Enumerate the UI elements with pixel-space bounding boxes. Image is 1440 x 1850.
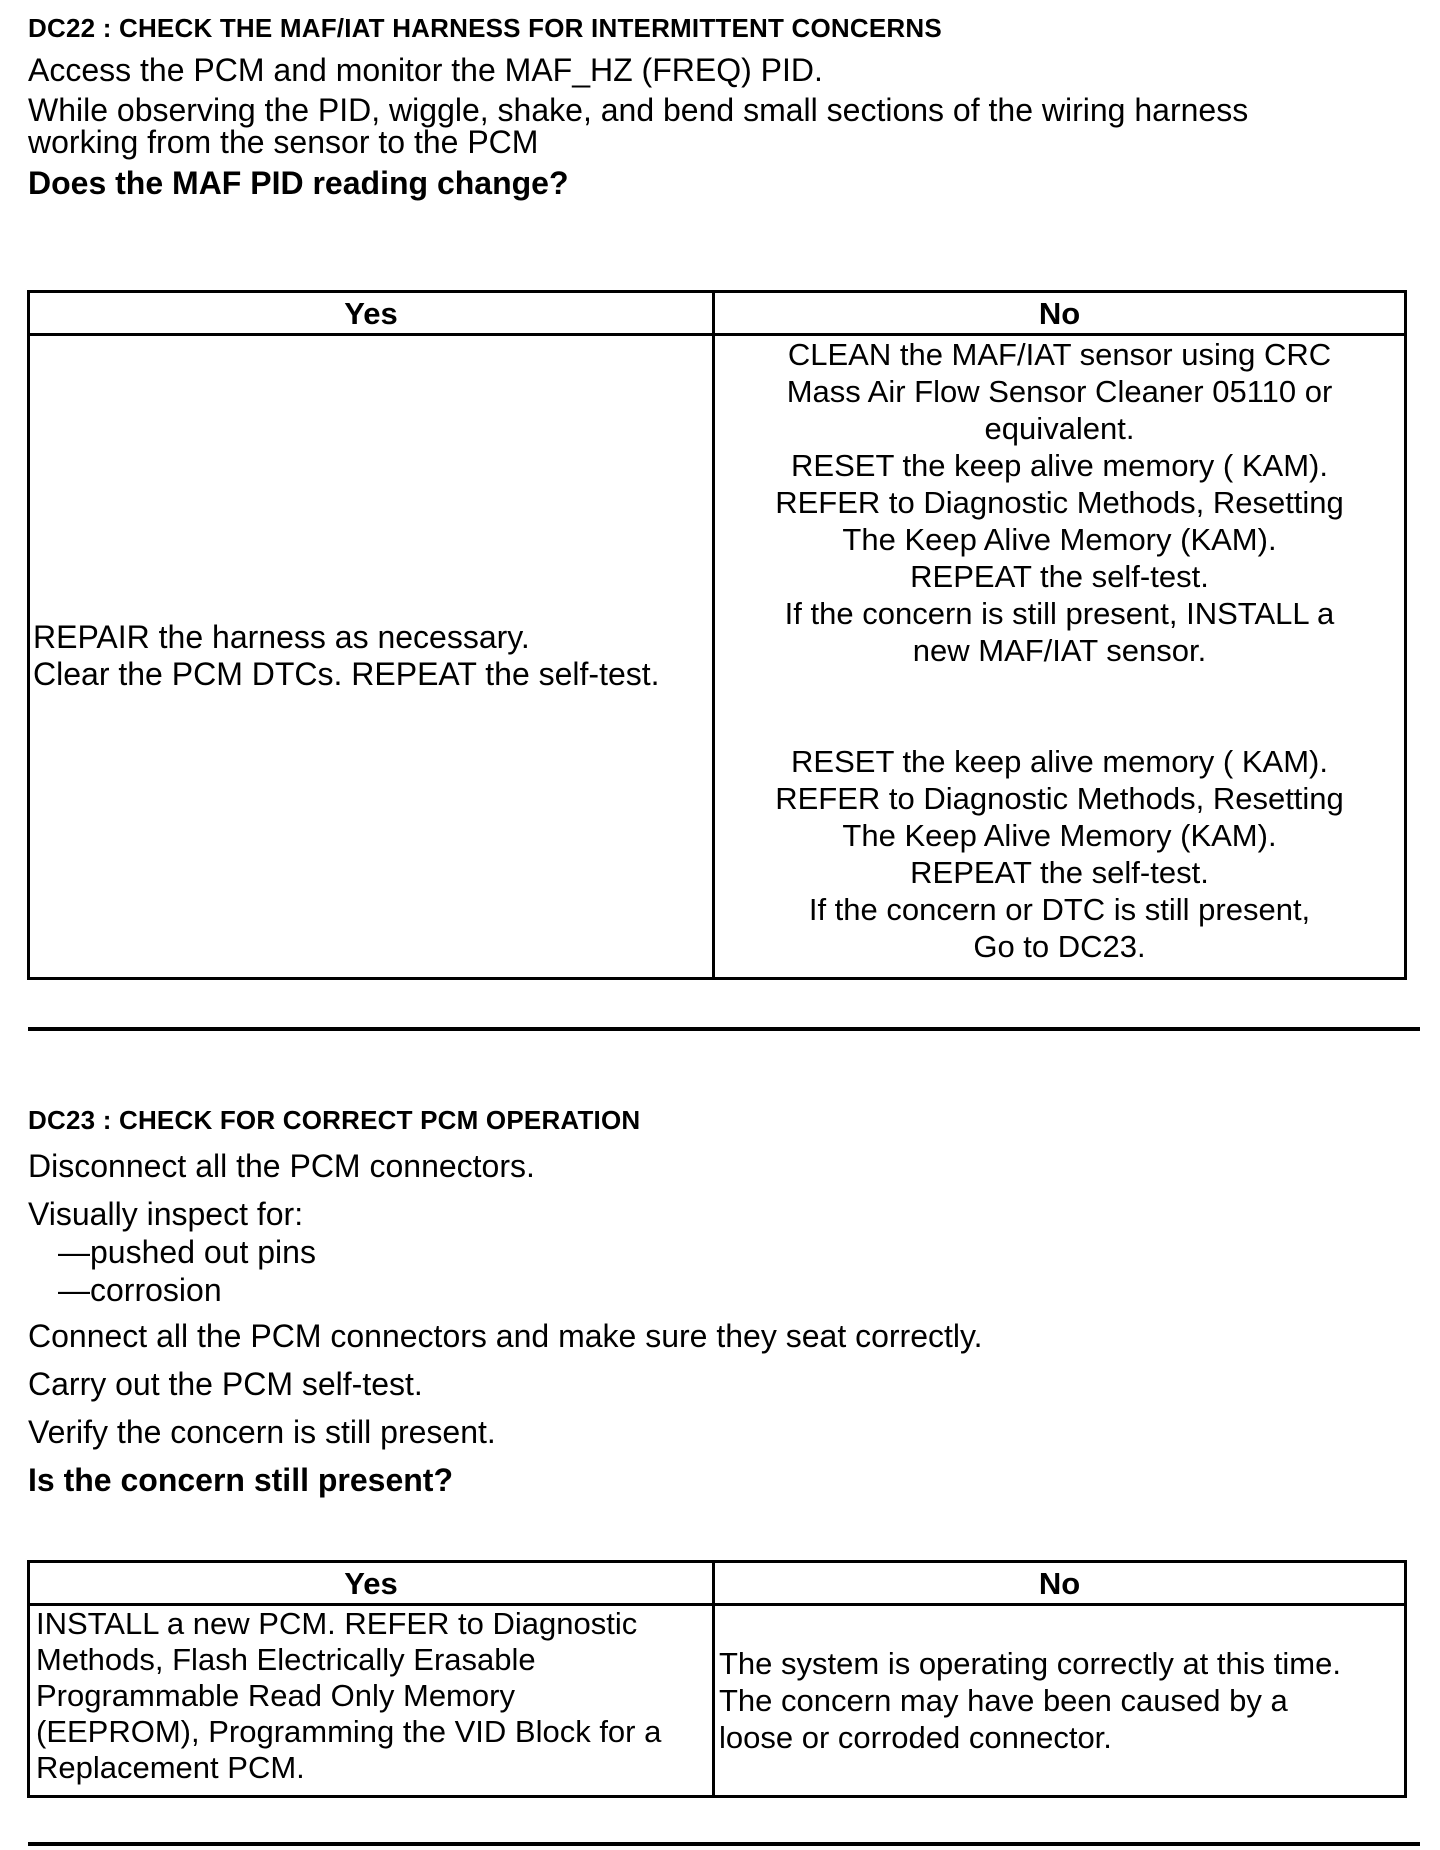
dc22-no-block-2: RESET the keep alive memory ( KAM). REFER to Diagnostic Methods, Resetting The Keep Alive Memory (KAM). REPEAT the self-test. If the concern or DTC is still present, Go to DC23. xyxy=(775,744,1344,964)
dc22-no-header: No xyxy=(714,292,1406,335)
dc23-bullet-2: —corrosion xyxy=(58,1272,222,1308)
dc23-no-cell xyxy=(714,1605,1406,1797)
dc23-line-4: Carry out the PCM self-test. xyxy=(28,1366,423,1402)
dc23-heading: DC23 : CHECK FOR CORRECT PCM OPERATION xyxy=(28,1105,641,1135)
dc22-instruction-3: working from the sensor to the PCM xyxy=(28,124,539,160)
dc22-decision-table xyxy=(27,290,1407,980)
dc22-yes-text: REPAIR the harness as necessary. Clear the PCM DTCs. REPEAT the self-test. xyxy=(33,619,660,692)
dc23-decision-table xyxy=(27,1560,1407,1798)
dc23-bullet-1: —pushed out pins xyxy=(58,1234,316,1270)
dc23-line-5: Verify the concern is still present. xyxy=(28,1414,496,1450)
dc23-yes-header: Yes xyxy=(29,1562,714,1605)
section-divider-2 xyxy=(28,1842,1420,1846)
dc23-line-1: Disconnect all the PCM connectors. xyxy=(28,1148,535,1184)
section-divider-1 xyxy=(28,1027,1420,1031)
dc23-no-text: The system is operating correctly at this time. The concern may have been caused by a loose or corroded connector. xyxy=(719,1646,1341,1755)
dc22-yes-cell xyxy=(29,335,714,979)
dc23-line-2: Visually inspect for: xyxy=(28,1196,304,1232)
dc23-yes-text: INSTALL a new PCM. REFER to Diagnostic Methods, Flash Electrically Erasable Programmable Read Only Memory (EEPROM), Programming the VID Block for a Replacement PCM. xyxy=(36,1606,662,1785)
dc22-instruction-2: While observing the PID, wiggle, shake, and bend small sections of the wiring harness xyxy=(28,92,1249,128)
dc22-no-block-1: CLEAN the MAF/IAT sensor using CRC Mass Air Flow Sensor Cleaner 05110 or equivalent. RESET the keep alive memory ( KAM). REFER to Diagnostic Methods, Resetting The Keep Alive Memory (KAM). REPEAT the self-test. If the concern is still present, INSTALL a new MAF/IAT sensor. xyxy=(775,337,1344,668)
dc23-yes-cell xyxy=(29,1605,714,1797)
dc23-question: Is the concern still present? xyxy=(28,1462,453,1498)
dc23-no-header: No xyxy=(714,1562,1406,1605)
dc23-line-3: Connect all the PCM connectors and make sure they seat correctly. xyxy=(28,1318,983,1354)
dc22-question: Does the MAF PID reading change? xyxy=(28,165,569,201)
dc22-heading: DC22 : CHECK THE MAF/IAT HARNESS FOR INTERMITTENT CONCERNS xyxy=(28,13,942,43)
dc22-no-cell xyxy=(714,335,1406,979)
dc22-instruction-1: Access the PCM and monitor the MAF_HZ (FREQ) PID. xyxy=(28,52,823,88)
dc22-yes-header: Yes xyxy=(29,292,714,335)
